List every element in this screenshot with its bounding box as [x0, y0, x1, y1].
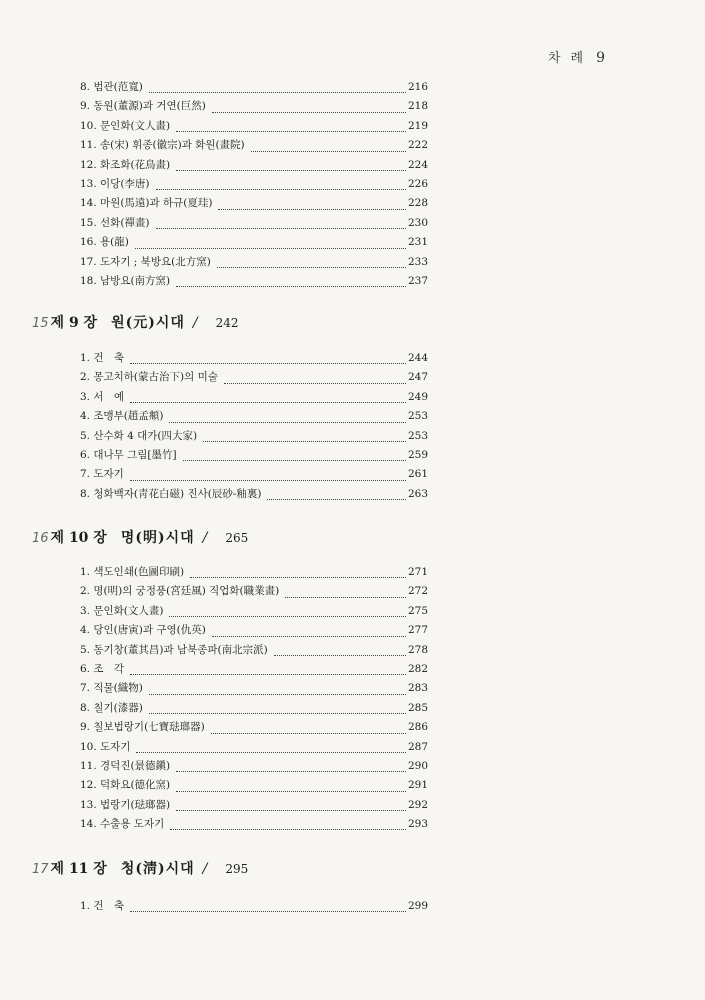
toc-entry[interactable] [80, 234, 428, 253]
dot-leader [217, 267, 406, 268]
toc-entry[interactable] [80, 408, 428, 427]
toc-entry[interactable] [80, 369, 428, 388]
chapter-era: 명(明)시대 [120, 530, 195, 546]
entry-title: 6. 조 각 [80, 662, 125, 675]
chapter-page: 242 [215, 316, 239, 330]
toc-entry[interactable] [80, 350, 428, 369]
entry-title: 8. 청화백자(靑花白磁) 진사(辰砂-釉裏) [80, 487, 262, 500]
dot-leader [169, 422, 405, 423]
dot-leader [212, 112, 406, 113]
entry-page-number: 233 [407, 255, 428, 268]
entry-title: 8. 칠기(漆器) [80, 701, 143, 714]
chapter-separator: / [192, 315, 198, 331]
toc-entry[interactable] [80, 680, 428, 699]
entry-title: 11. 송(宋) 휘종(徽宗)과 화원(畫院) [80, 139, 245, 152]
dot-leader [176, 771, 406, 772]
entry-page-number: 277 [407, 624, 428, 637]
entry-title: 2. 명(明)의 궁정풍(宮廷風) 직업화(職業畫) [80, 585, 280, 598]
chapter-separator: / [202, 861, 208, 877]
entry-page-number: 263 [407, 487, 428, 500]
entry-title: 1. 건 축 [80, 900, 125, 912]
dot-leader [183, 460, 406, 461]
entry-title: 14. 수출용 도자기 [80, 818, 165, 831]
entry-page-number: 291 [407, 779, 428, 792]
toc-entry[interactable] [80, 486, 428, 505]
entry-title: 6. 대나무 그림[墨竹] [80, 448, 177, 461]
toc-entry[interactable] [80, 898, 428, 917]
header-title: 차 례 [547, 51, 587, 66]
dot-leader [203, 441, 406, 442]
toc-entry[interactable] [80, 254, 428, 273]
entry-page-number: 259 [407, 448, 428, 461]
dot-leader [212, 636, 406, 637]
entry-page-number: 292 [407, 798, 428, 811]
dot-leader [218, 209, 405, 210]
toc-entry[interactable] [80, 777, 428, 796]
entry-title: 5. 산수화 4 대가(四大家) [80, 429, 198, 442]
toc-entry[interactable] [80, 622, 428, 641]
dot-leader [130, 363, 406, 364]
toc-entry[interactable] [80, 816, 428, 835]
dot-leader [274, 655, 406, 656]
chapter-title: 제 10 장 [50, 530, 107, 546]
toc-entry[interactable] [80, 98, 428, 117]
chapter-heading[interactable] [32, 858, 248, 878]
toc-entry[interactable] [80, 603, 428, 622]
entry-page-number: 299 [407, 900, 428, 912]
dot-leader [156, 228, 406, 229]
page-number: 9 [596, 50, 605, 66]
entry-page-number: 253 [407, 429, 428, 442]
toc-entry[interactable] [80, 797, 428, 816]
entry-page-number: 226 [407, 177, 428, 190]
dot-leader [149, 92, 406, 93]
toc-entry[interactable] [80, 466, 428, 485]
toc-entry[interactable] [80, 79, 428, 98]
entry-title: 17. 도자기 ; 북방요(北方窯) [80, 255, 211, 268]
entry-title: 12. 화조화(花鳥畫) [80, 158, 171, 171]
entry-title: 13. 이당(李唐) [80, 177, 150, 190]
chapter-separator: / [202, 530, 208, 546]
dot-leader [251, 151, 406, 152]
dot-leader [190, 577, 406, 578]
entry-title: 18. 남방요(南方窯) [80, 274, 171, 287]
entry-title: 9. 동원(董源)과 거연(巨然) [80, 100, 206, 113]
toc-entry[interactable] [80, 719, 428, 738]
dot-leader [176, 170, 406, 171]
entry-page-number: 237 [407, 274, 428, 287]
dot-leader [135, 248, 406, 249]
entry-page-number: 218 [407, 100, 428, 113]
toc-entry[interactable] [80, 739, 428, 758]
entry-page-number: 283 [407, 682, 428, 695]
entry-page-number: 231 [407, 236, 428, 249]
entry-title: 12. 덕화요(德化窯) [80, 779, 171, 792]
toc-list [80, 350, 428, 505]
entry-page-number: 275 [407, 604, 428, 617]
entry-page-number: 224 [407, 158, 428, 171]
entry-page-number: 261 [407, 468, 428, 481]
dot-leader [285, 597, 406, 598]
entry-page-number: 222 [407, 139, 428, 152]
chapter-title: 제 11 장 [50, 861, 107, 877]
entry-page-number: 228 [407, 197, 428, 210]
dot-leader [176, 286, 406, 287]
dot-leader [176, 131, 406, 132]
entry-page-number: 247 [407, 371, 428, 384]
toc-entry[interactable] [80, 118, 428, 137]
entry-page-number: 272 [407, 585, 428, 598]
handwritten-mark: 17 [32, 862, 49, 877]
toc-entry[interactable] [80, 176, 428, 195]
entry-title: 5. 동기창(董其昌)과 남북종파(南北宗派) [80, 643, 268, 656]
entry-title: 1. 색도인쇄(色圖印刷) [80, 566, 185, 578]
entry-title: 11. 경덕진(景德鎭) [80, 759, 171, 772]
entry-title: 3. 서 예 [80, 390, 125, 403]
dot-leader [211, 733, 406, 734]
chapter-title: 제 9 장 [50, 315, 98, 331]
entry-page-number: 278 [407, 643, 428, 656]
entry-title: 1. 건 축 [80, 352, 125, 364]
dot-leader [136, 752, 405, 753]
chapter-page: 295 [225, 862, 249, 876]
entry-title: 10. 문인화(文人畫) [80, 119, 171, 132]
dot-leader [176, 810, 406, 811]
toc-entry[interactable] [80, 758, 428, 777]
dot-leader [149, 713, 406, 714]
entry-page-number: 244 [407, 352, 428, 364]
dot-leader [169, 616, 405, 617]
entry-title: 7. 직물(織物) [80, 682, 143, 695]
entry-title: 4. 당인(唐寅)과 구영(仇英) [80, 624, 206, 637]
dot-leader [130, 911, 406, 912]
entry-page-number: 282 [407, 662, 428, 675]
entry-title: 10. 도자기 [80, 740, 131, 753]
toc-entry[interactable] [80, 700, 428, 719]
toc-entry[interactable] [80, 661, 428, 680]
toc-list [80, 79, 428, 292]
toc-entry[interactable] [80, 137, 428, 156]
entry-title: 14. 마원(馬遠)과 하규(夏珪) [80, 197, 213, 210]
toc-entry[interactable] [80, 447, 428, 466]
entry-title: 4. 조맹부(趙孟頫) [80, 410, 164, 423]
entry-title: 16. 용(龍) [80, 236, 129, 249]
entry-page-number: 219 [407, 119, 428, 132]
handwritten-mark: 15 [32, 316, 49, 331]
dot-leader [267, 499, 405, 500]
entry-page-number: 253 [407, 410, 428, 423]
entry-page-number: 285 [407, 701, 428, 714]
entry-page-number: 290 [407, 759, 428, 772]
entry-page-number: 293 [407, 818, 428, 831]
toc-entry[interactable] [80, 273, 428, 292]
toc-entry[interactable] [80, 215, 428, 234]
toc-entry[interactable] [80, 389, 428, 408]
toc-entry[interactable] [80, 428, 428, 447]
toc-entry[interactable] [80, 564, 428, 583]
entry-title: 7. 도자기 [80, 468, 124, 481]
dot-leader [130, 402, 406, 403]
chapter-era: 원(元)시대 [111, 315, 185, 331]
entry-page-number: 287 [407, 740, 428, 753]
handwritten-mark: 16 [32, 531, 49, 546]
entry-page-number: 286 [407, 721, 428, 734]
dot-leader [130, 674, 406, 675]
toc-list [80, 898, 428, 917]
entry-title: 9. 칠보법랑기(七寶琺瑯器) [80, 721, 205, 734]
page-header [548, 47, 605, 66]
toc-list [80, 564, 428, 835]
toc-entry[interactable] [80, 157, 428, 176]
entry-page-number: 249 [407, 390, 428, 403]
entry-title: 13. 법랑기(琺瑯器) [80, 798, 171, 811]
toc-entry[interactable] [80, 583, 428, 602]
chapter-page: 265 [225, 531, 249, 545]
chapter-heading[interactable] [32, 312, 239, 332]
entry-page-number: 230 [407, 216, 428, 229]
chapter-era: 청(淸)시대 [120, 861, 195, 877]
toc-entry[interactable] [80, 195, 428, 214]
dot-leader [176, 791, 406, 792]
dot-leader [224, 383, 406, 384]
entry-title: 8. 범관(范寬) [80, 81, 143, 93]
entry-title: 15. 선화(禪畫) [80, 216, 150, 229]
dot-leader [170, 829, 406, 830]
toc-entry[interactable] [80, 642, 428, 661]
entry-page-number: 271 [407, 566, 428, 578]
dot-leader [149, 694, 406, 695]
entry-title: 3. 문인화(文人畫) [80, 604, 164, 617]
chapter-heading[interactable] [32, 527, 248, 547]
dot-leader [156, 189, 406, 190]
entry-page-number: 216 [407, 81, 428, 93]
entry-title: 2. 몽고치하(蒙古治下)의 미술 [80, 371, 218, 384]
dot-leader [130, 480, 406, 481]
